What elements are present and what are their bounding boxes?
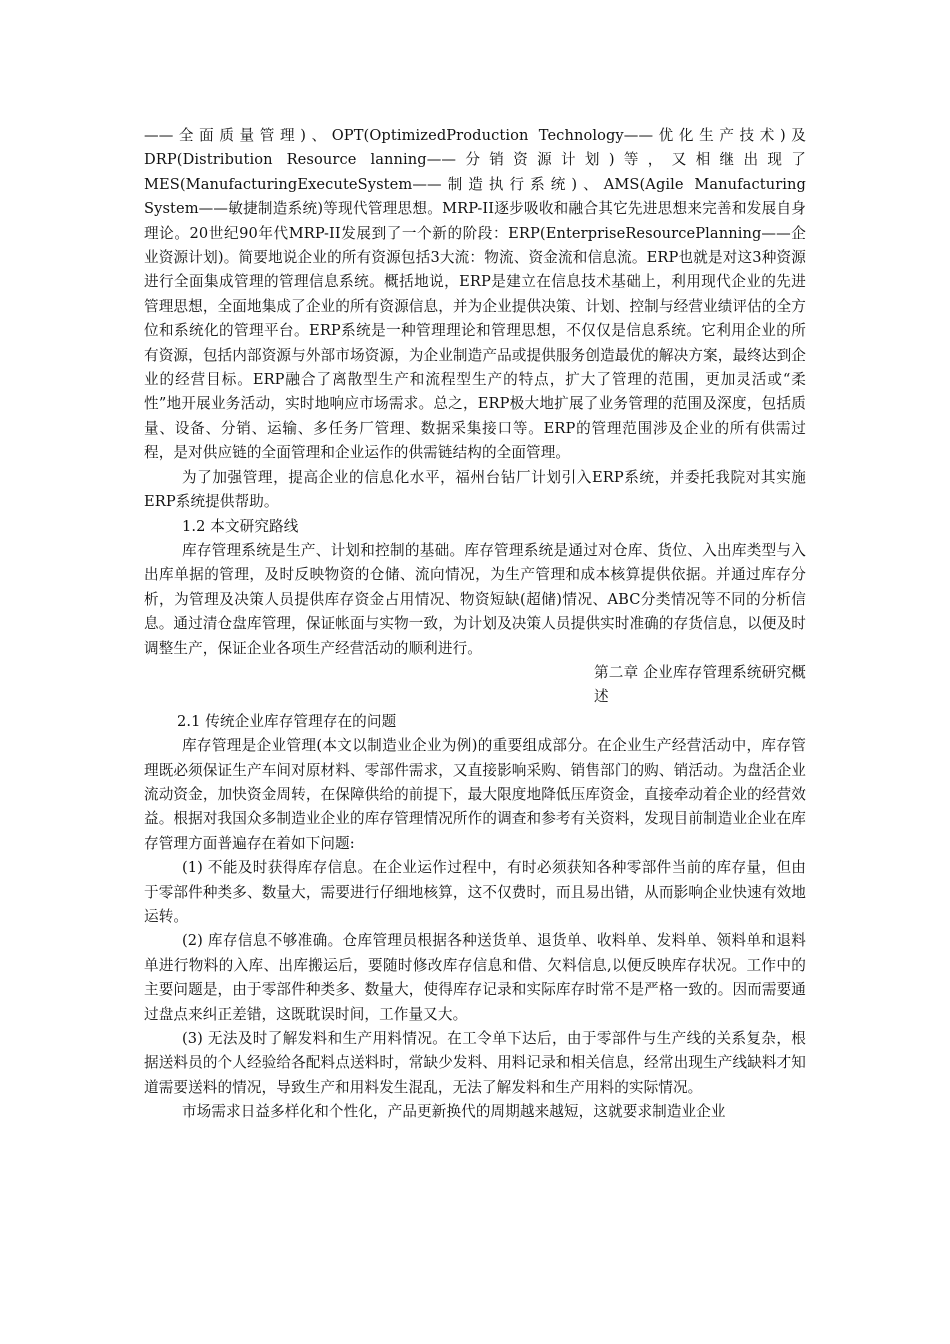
paragraph-inventory-management: 库存管理是企业管理(本文以制造业企业为例)的重要组成部分。在企业生产经营活动中，库存管理既必须保证生产车间对原材料、零部件需求，又直接影响采购、销售部门的购、销活动。为盘活企业流动资金，加快资金周转，在保障供给的前提下，最大限度地降低压库资金，直接牵动着企业的经营效益。根据对我国众多制造业企业的库存管理情况所作的调查和参考有关资料，发现目前制造业企业在库存管理方面普遍存在着如下问题: (144, 737, 806, 852)
section-heading-1-2: 1.2 本文研究路线 (182, 517, 299, 535)
paragraph-erp-overview: ——全面质量管理)、OPT(OptimizedProduction Technology——优化生产技术)及DRP(Distribution Resource lanning——分销资源计划)等，又相继出现了MES(ManufacturingExecuteSystem——制造执行系统)、AMS(Agile Manufacturing System——敏捷制造系统)等现代管理思想。MRP-II逐步吸收和融合其它先进思想来完善和发展自身理论。20世纪90年代MRP-II发展到了一个新的阶段：ERP(EnterpriseResourcePlanning——企业资源计划)。简要地说企业的所有资源包括3大流：物流、资金流和信息流。ERP也就是对这3种资源进行全面集成管理的管理信息系统。概括地说，ERP是建立在信息技术基础上，利用现代企业的先进管理思想，全面地集成了企业的所有资源信息，并为企业提供决策、计划、控制与经营业绩评估的全方位和系统化的管理平台。ERP系统是一种管理理论和管理思想，不仅仅是信息系统。它利用企业的所有资源，包括内部资源与外部市场资源，为企业制造产品或提供服务创造最优的解决方案，最终达到企业的经营目标。ERP融合了离散型生产和流程型生产的特点，扩大了管理的范围，更加灵活或“柔性”地开展业务活动，实时地响应市场需求。总之，ERP极大地扩展了业务管理的范围及深度，包括质量、设备、分销、运输、多任务厂管理、数据采集接口等。ERP的管理范围涉及企业的所有供需过程，是对供应链的全面管理和企业运作的供需链结构的全面管理。 (144, 127, 806, 462)
chapter-heading-2: 第二章 企业库存管理系统研究概述 (594, 663, 806, 706)
paragraph-problem-3: (3) 无法及时了解发料和生产用料情况。在工令单下达后，由于零部件与生产线的关系复杂，根据送料员的个人经验给各配料点送料时，常缺少发料、用料记录和相关信息，经常出现生产线缺料才知道需要送料的情况，导致生产和用料发生混乱，无法了解发料和生产用料的实际情况。 (144, 1030, 806, 1096)
paragraph-problem-1: (1) 不能及时获得库存信息。在企业运作过程中，有时必须获知各种零部件当前的库存量，但由于零部件种类多、数量大，需要进行仔细地核算，这不仅费时，而且易出错，从而影响企业快速有效地运转。 (144, 859, 806, 925)
document-body (144, 124, 806, 1125)
paragraph-project-background: 为了加强管理，提高企业的信息化水平，福州台钻厂计划引入ERP系统，并委托我院对其实施ERP系统提供帮助。 (144, 468, 806, 511)
paragraph-inventory-system: 库存管理系统是生产、计划和控制的基础。库存管理系统是通过对仓库、货位、入出库类型与入出库单据的管理，及时反映物资的仓储、流向情况，为生产管理和成本核算提供依据。并通过库存分析，为管理及决策人员提供库存资金占用情况、物资短缺(超储)情况、ABC分类情况等不同的分析信息。通过清仓盘库管理，保证帐面与实物一致，为计划及决策人员提供实时准确的存货信息，以便及时调整生产，保证企业各项生产经营活动的顺利进行。 (144, 541, 806, 657)
section-heading-2-1: 2.1 传统企业库存管理存在的问题 (177, 712, 397, 730)
paragraph-market-demand: 市场需求日益多样化和个性化，产品更新换代的周期越来越短，这就要求制造业企业 (181, 1103, 726, 1121)
paragraph-problem-2: (2) 库存信息不够准确。仓库管理员根据各种送货单、退货单、收料单、发料单、领料单和退料单进行物料的入库、出库搬运后，要随时修改库存信息和借、欠料信息,以便反映库存状况。工作中的主要问题是，由于零部件种类多、数量大，使得库存记录和实际库存时常不是严格一致的。因而需要通过盘点来纠正差错，这既耽误时间，工作量又大。 (144, 932, 806, 1023)
